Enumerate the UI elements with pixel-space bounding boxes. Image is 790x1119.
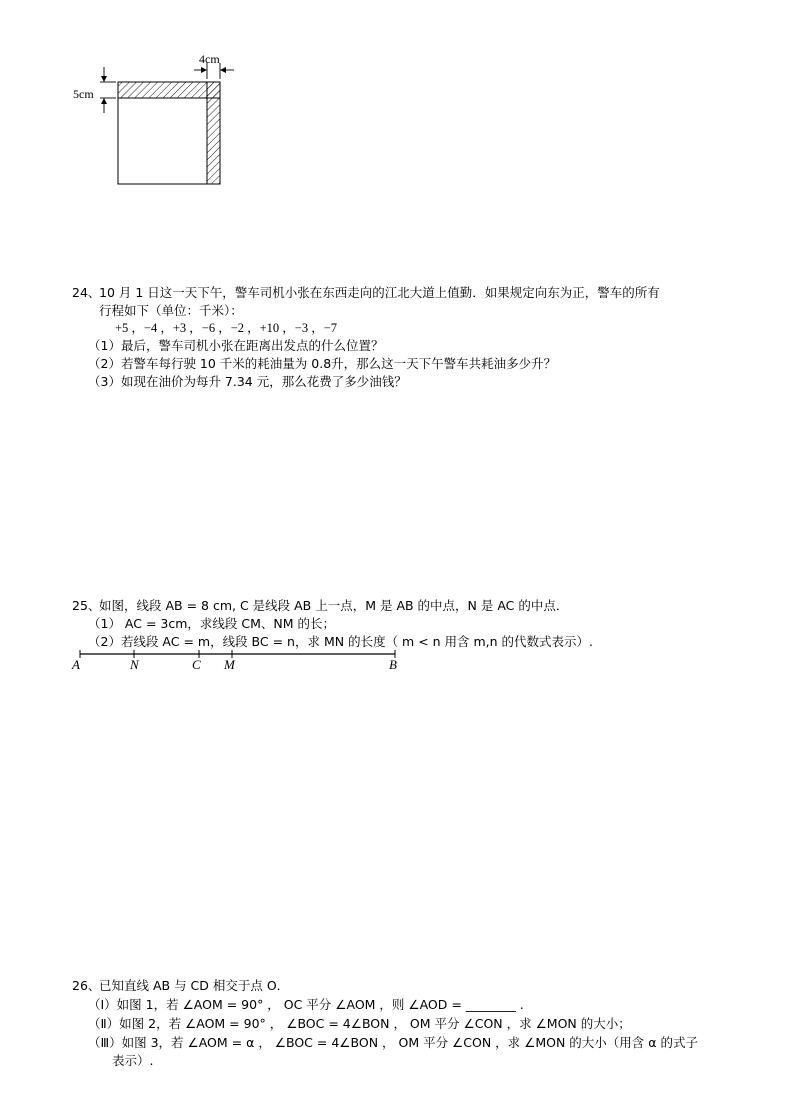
q24-line1: 10 月 1 日这一天下午，警车司机小张在东西走向的江北大道上值勤．如果规定向东为正，警车的所有 bbox=[99, 285, 660, 300]
label-4cm: 4cm bbox=[199, 52, 220, 66]
q24-distances: +5 ，−4 ，+3 ，−6 ，−2 ，+10 ，−3 ，−7 bbox=[115, 321, 338, 335]
q25-sub2: （2）若线段 AC = m，线段 BC = n，求 MN 的长度（ m < n 用含 m,n 的代数式表示）. bbox=[88, 634, 594, 649]
q24-sub1: （1）最后，警车司机小张在距离出发点的什么位置？ bbox=[88, 338, 384, 353]
top-strip bbox=[118, 82, 220, 98]
q25-sub1: （1） AC = 3cm，求线段 CM、NM 的长； bbox=[88, 616, 336, 631]
q24-line2: 行程如下（单位：千米）： bbox=[99, 303, 243, 318]
right-strip bbox=[207, 82, 220, 184]
q26-sub3: （Ⅲ）如图 3，若 ∠AOM = α ， ∠BOC = 4∠BON ， OM 平分 ∠CON ，求 ∠MON 的大小（用含 α 的式子 bbox=[88, 1035, 698, 1050]
q26-sub3-cont: 表示）. bbox=[112, 1053, 154, 1068]
point-a-label: A bbox=[72, 657, 80, 672]
point-m-label: M bbox=[224, 657, 235, 672]
q26-number: 26、 bbox=[72, 978, 101, 993]
segment-figure bbox=[68, 648, 408, 674]
q24-sub3: （3）如现在油价为每升 7.34 元，那么花费了多少油钱？ bbox=[88, 374, 407, 389]
q26-sub1: （Ⅰ）如图 1，若 ∠AOM = 90° ， OC 平分 ∠AOM ，则 ∠AOD = ________ . bbox=[88, 997, 524, 1012]
q26-line1: 已知直线 AB 与 CD 相交于点 O． bbox=[99, 978, 290, 993]
q24-sub2: （2）若警车每行驶 10 千米的耗油量为 0.8升，那么这一天下午警车共耗油多少升？ bbox=[88, 356, 557, 371]
q25-number: 25、 bbox=[72, 598, 101, 613]
point-b-label: B bbox=[389, 657, 397, 672]
square-strip-figure bbox=[60, 45, 250, 195]
point-n-label: N bbox=[130, 657, 139, 672]
q25-line1: 如图，线段 AB = 8 cm, C 是线段 AB 上一点，M 是 AB 的中点，N 是 AC 的中点． bbox=[99, 598, 569, 613]
point-c-label: C bbox=[192, 657, 201, 672]
q24-number: 24、 bbox=[72, 285, 101, 300]
q26-sub2: （Ⅱ）如图 2，若 ∠AOM = 90° ， ∠BOC = 4∠BON ， OM 平分 ∠CON ，求 ∠MON 的大小； bbox=[88, 1016, 631, 1031]
label-5cm: 5cm bbox=[73, 87, 94, 101]
